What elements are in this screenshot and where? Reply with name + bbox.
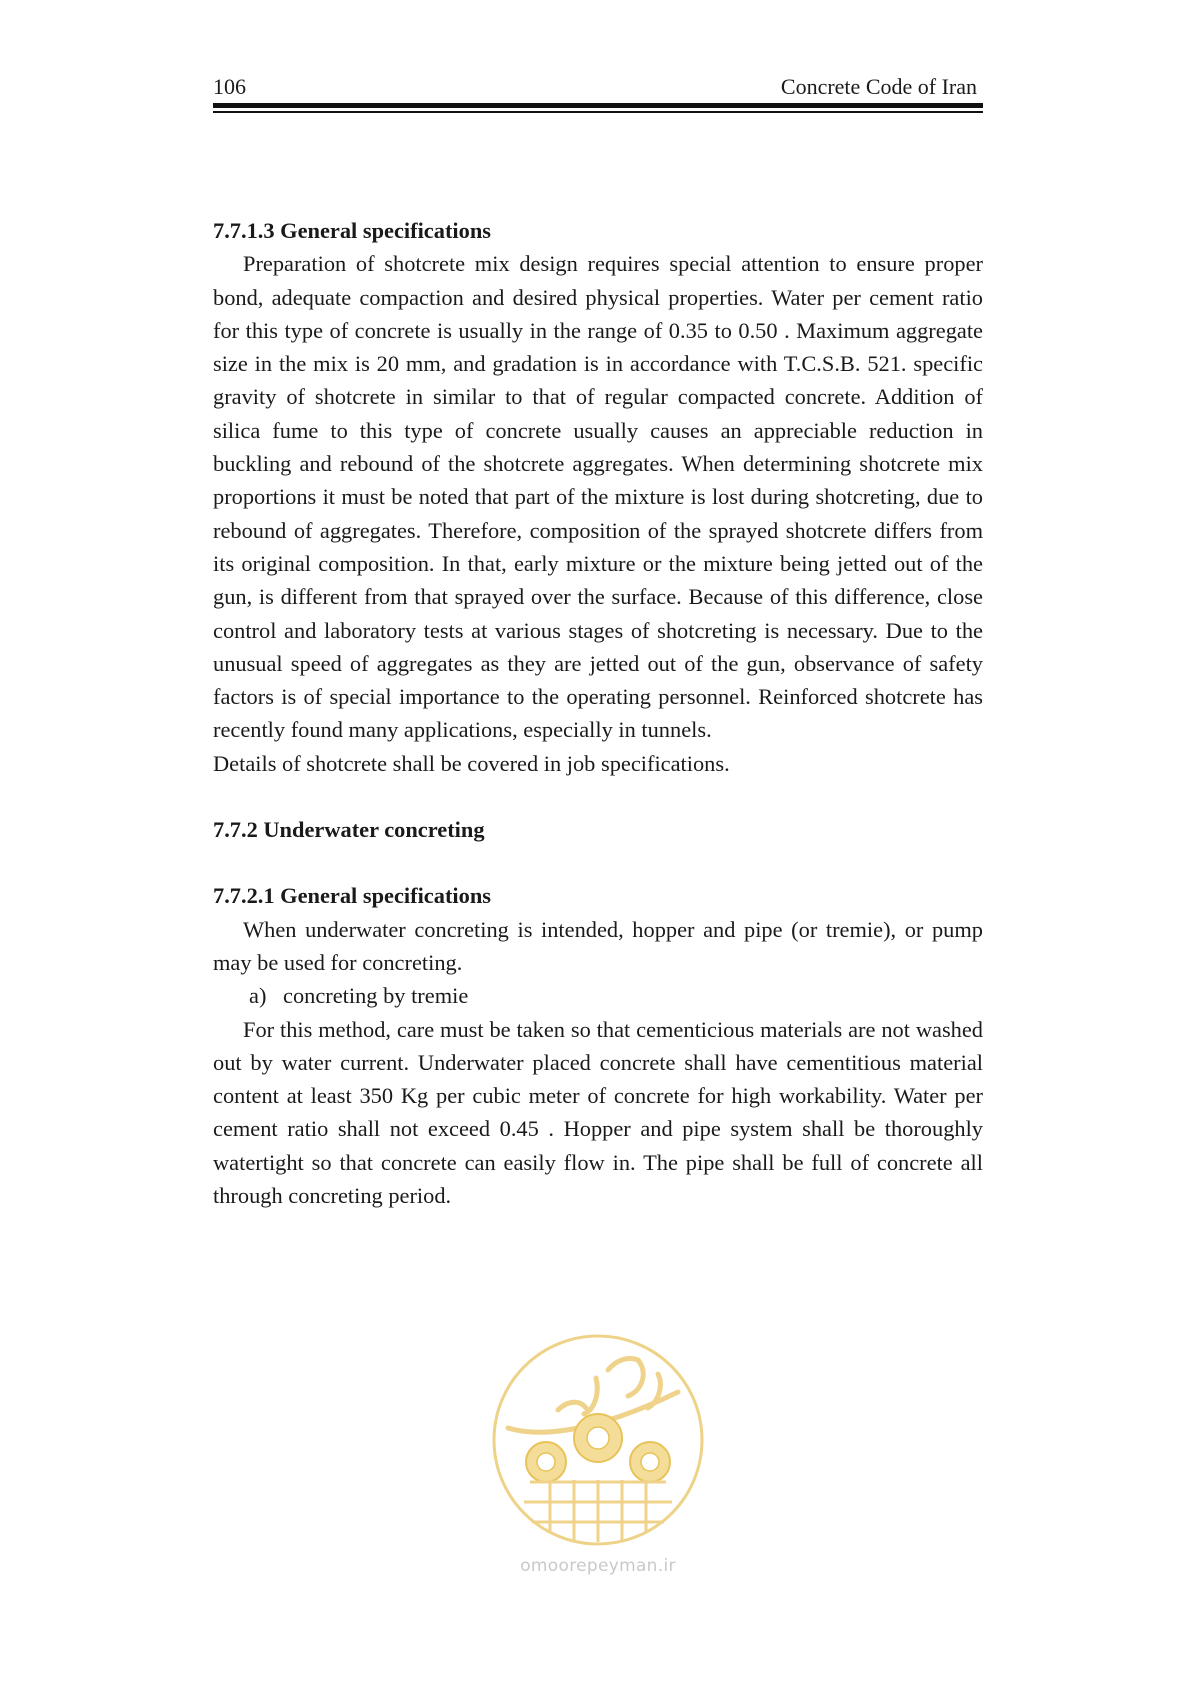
section-heading-7-7-2-1: 7.7.2.1 General specifications: [213, 883, 491, 909]
paragraph-shotcrete-mix: Preparation of shotcrete mix design requires special attention to ensure proper bond, adequate compaction and desired physical properties. Water per cement ratio for this type of concrete is usually in the range of 0.35 to 0.50 . Maximum aggregate size in the mix is 20 mm, and gradation is in accordance with T.C.S.B. 521. specific gravity of shotcrete in similar to that of regular compacted concrete. Addition of silica fume to this type of concrete usually causes an appreciable reduction in buckling and rebound of the shotcrete aggregates. When determining shotcrete mix proportions it must be noted that part of the mixture is lost during shotcreting, due to rebound of aggregates. Therefore, composition of the sprayed shotcrete differs from its original composition. In that, early mixture or the mixture being jetted out of the gun, is different from that sprayed over the surface. Because of this difference, close control and laboratory tests at various stages of shotcreting is necessary. Due to the unusual speed of aggregates as they are jetted out of the gun, observance of safety factors is of special importance to the operating personnel. Reinforced shotcrete has recently found many applications, especially in tunnels.: [213, 251, 983, 743]
page-header: [213, 68, 983, 102]
section-heading-7-7-1-3: 7.7.1.3 General specifications: [213, 218, 491, 243]
paragraph-underwater-intro: When underwater concreting is intended, hopper and pipe (or tremie), or pump may be used for concreting.: [213, 916, 983, 975]
list-item: [213, 979, 983, 1012]
seal-icon: [488, 1330, 708, 1550]
page-number: 106: [213, 74, 246, 99]
list-item-text: concreting by tremie: [283, 983, 469, 1009]
paragraph-tremie-method: For this method, care must be taken so that cementicious materials are not washed out by water current. Underwater placed concrete shall have cementitious material content at least 350 Kg per cubic meter of concrete for high workability. Water per cement ratio shall not exceed 0.45 . Hopper and pipe system shall be thoroughly watertight so that concrete can easily flow in. The pipe shall be full of concrete all through concreting period.: [213, 1016, 983, 1209]
list-marker: a): [249, 983, 267, 1009]
paragraph-shotcrete-details: Details of shotcrete shall be covered in job specifications.: [213, 750, 730, 776]
header-rule-thin: [213, 111, 983, 113]
running-title: Concrete Code of Iran: [780, 74, 977, 99]
section-heading-7-7-2: 7.7.2 Underwater concreting: [213, 817, 485, 843]
document-body: [213, 214, 983, 1212]
watermark-logo: [488, 1330, 708, 1580]
watermark-url: omoorepeyman.ir: [520, 1556, 676, 1576]
header-rule-thick: [213, 103, 983, 108]
